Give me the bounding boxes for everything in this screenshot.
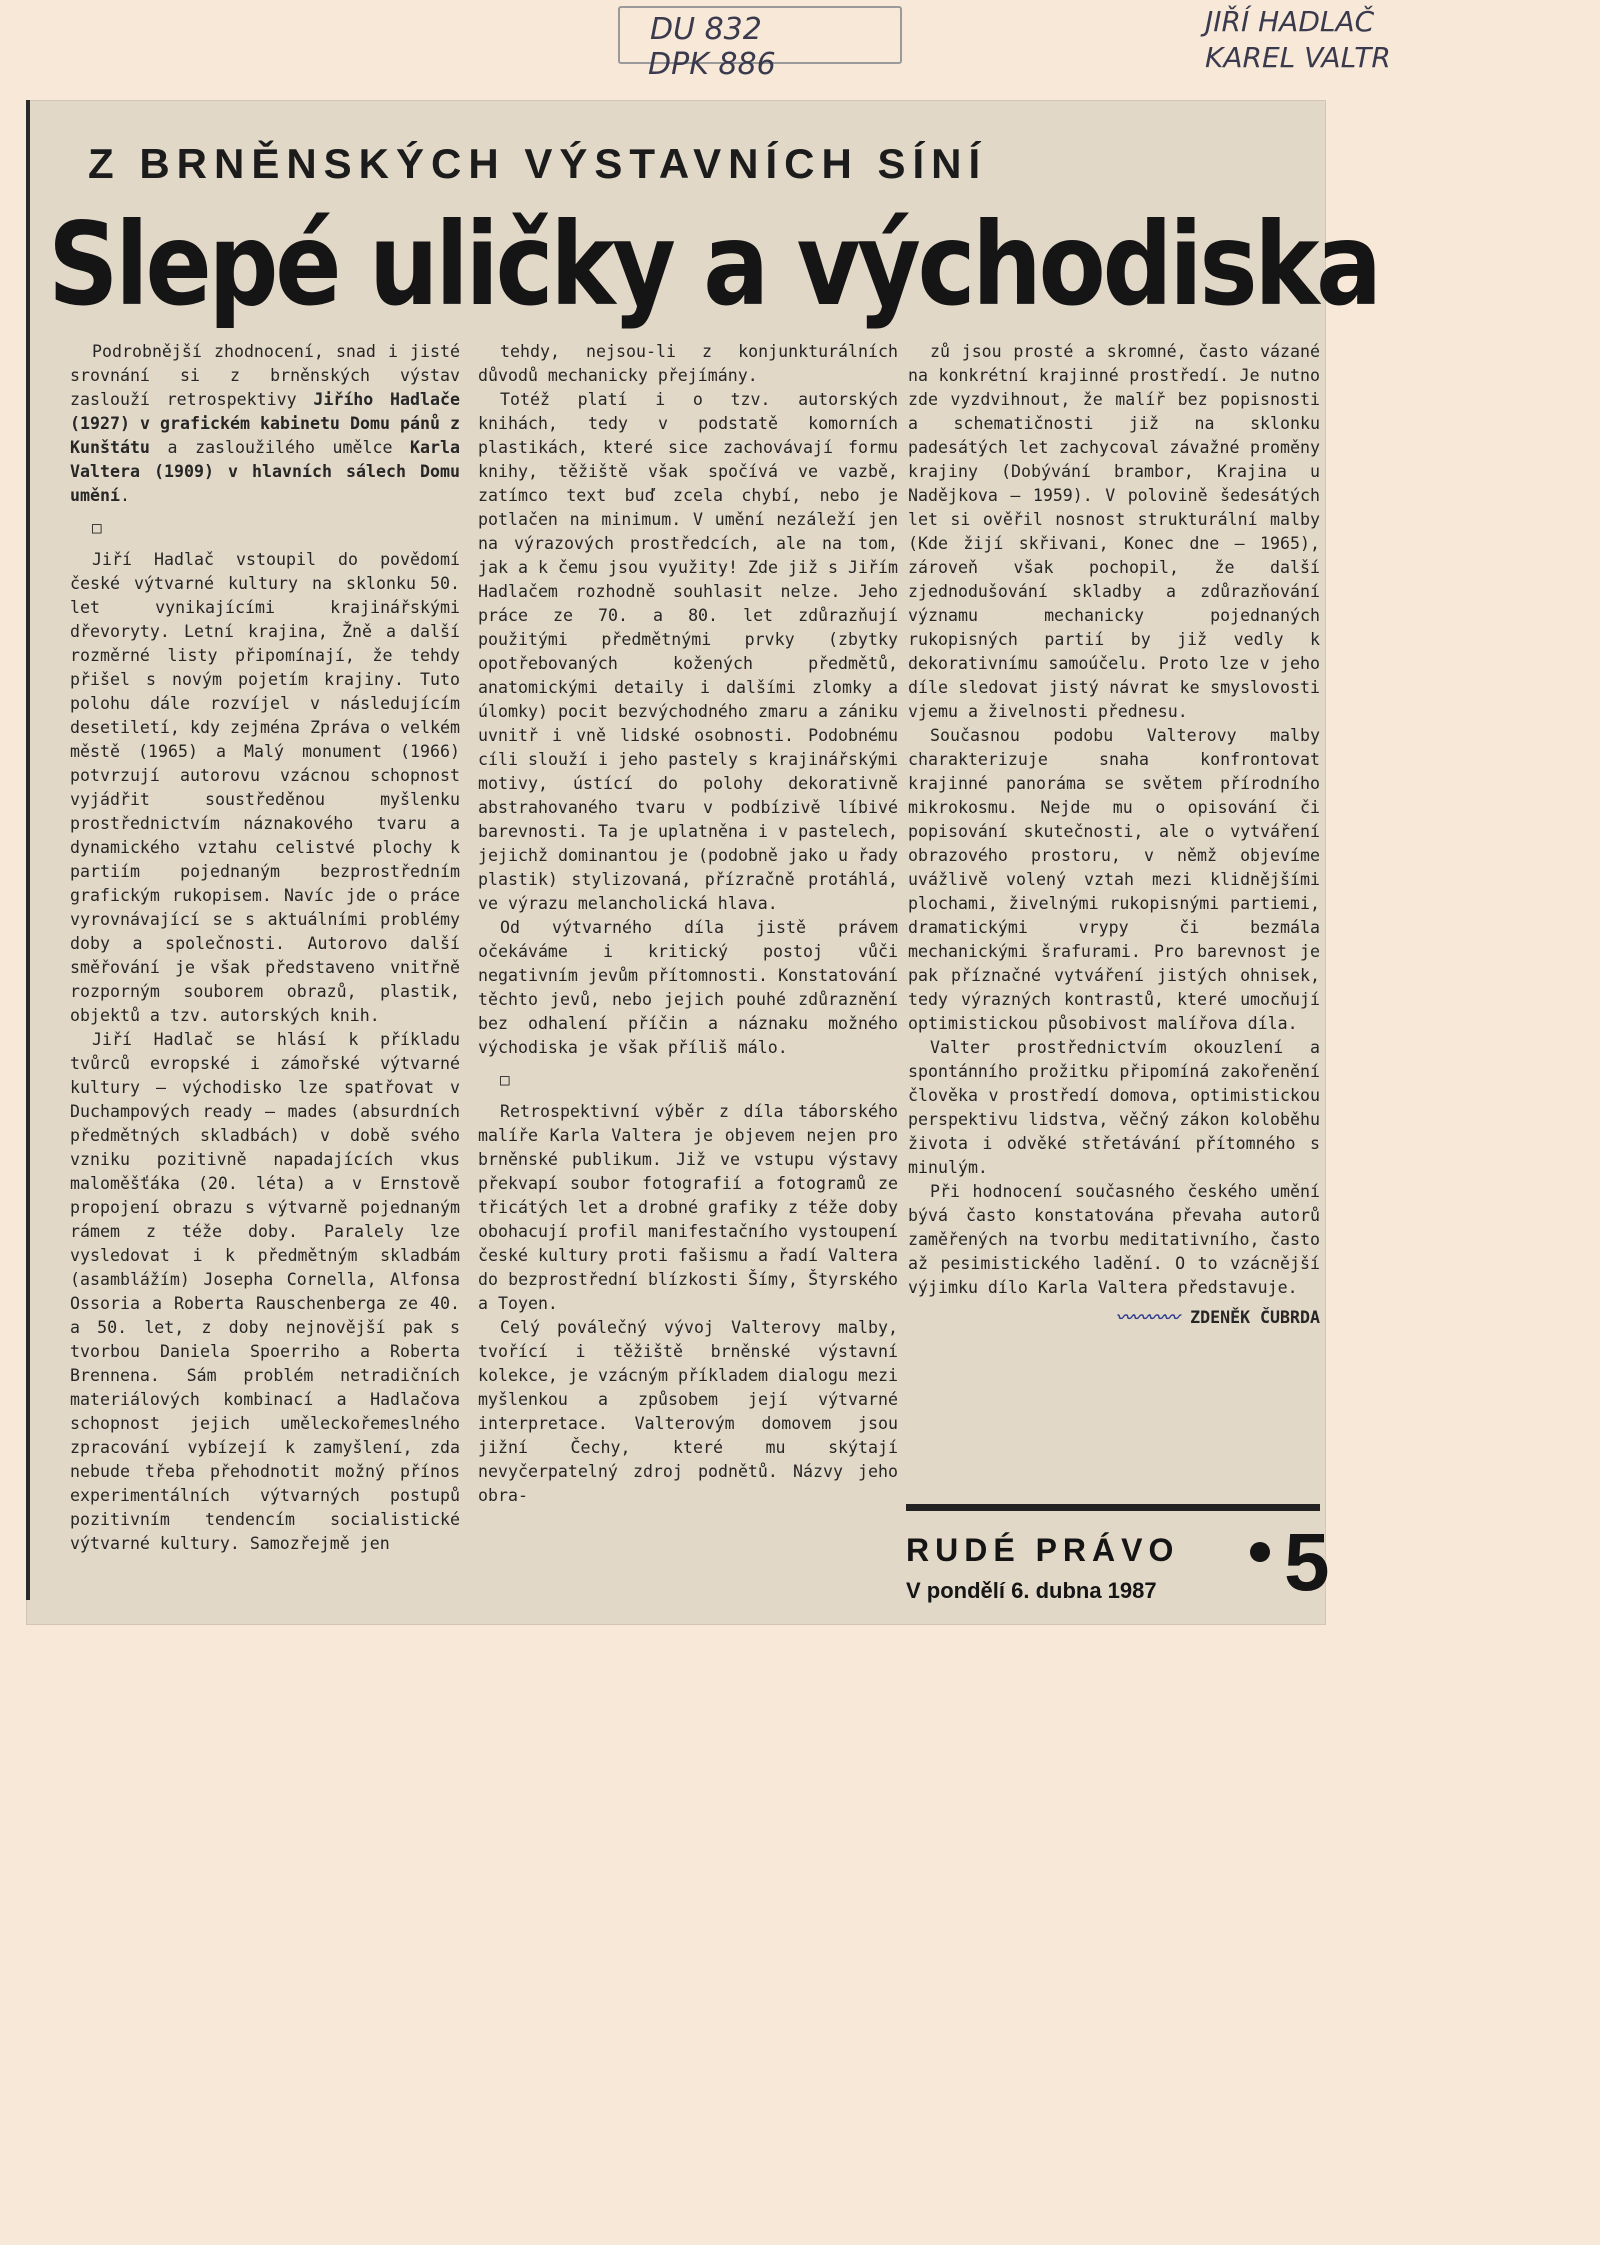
paragraph: Valter prostřednictvím okouzlení a spontánního prožitku připomíná zakořenění člověka v prostředí domova, optimistickou perspektivu lidstva, věčný zákon koloběhu života i odvěké střetávání přítomného s minulým. bbox=[908, 1038, 1320, 1177]
newspaper-name: RUDÉ PRÁVO bbox=[906, 1532, 1180, 1568]
paragraph: Při hodnocení současného českého umění bývá často konstatována převaha autorů zaměřených na tvorbu meditativního, často až pesimistického ladění. O to vzácnější výjimku dílo Karla Valtera představuje. bbox=[908, 1182, 1320, 1297]
paragraph: Jiří Hadlač se hlásí k příkladu tvůrců evropské i zámořské výtvarné kultury — východisko lze spatřovat v Duchampových ready — mades (absurdních předmětných skladbách) v době svého vzniku pozitivně napadajících vkus maloměšťáka (20. léta) a v Ernstově propojení obrazu s výtvarně pojednaným rámem z téže doby. Paralely lze vysledovat i k předmětným skladbám (asamblážím) Josepha Cornella, Alfonsa Ossoria a Roberta Rauschenberga ze 40. a 50. let, z doby nejnovější pak s tvorbou Daniela Spoerriho a Roberta Brennena. Sám problém netradičních materiálových kombinací a Hadlačova schopnost jejich uměleckořemeslného zpracování vybízejí k zamyšlení, zda nebude třeba přehodnotit možný přínos experimentálních výtvarných postupů pozitivním tendencím socialistické výtvarné kultury. Samozřejmě jen bbox=[70, 1030, 460, 1553]
author-name: ZDENĚK ČUBRDA bbox=[1190, 1308, 1320, 1327]
stamp-line-2: DPK 886 bbox=[648, 47, 776, 82]
section-kicker: Z BRNĚNSKÝCH VÝSTAVNÍCH SÍNÍ bbox=[88, 140, 988, 187]
article-column-3 bbox=[908, 340, 1320, 1330]
section-separator: □ bbox=[500, 1070, 510, 1089]
author-signature bbox=[908, 1306, 1320, 1330]
issue-date: V pondělí 6. dubna 1987 bbox=[906, 1578, 1157, 1603]
lead-paragraph: Podrobnější zhodnocení, snad i jisté srovnání si z brněnských výstav zaslouží retrospektivy Jiřího Hadlače (1927) v grafickém kabinetu Domu pánů z Kunštátu a zasloužilého umělce Karla Valtera (1909) v hlavních sálech Domu umění. bbox=[70, 342, 460, 505]
section-separator: □ bbox=[92, 518, 102, 537]
paragraph: Současnou podobu Valterovy malby charakterizuje snaha konfrontovat krajinné panoráma se světem přírodního mikrokosmu. Nejde mu o opisování či popisování skutečnosti, ale o vytváření obrazového prostoru, v němž objevíme uvážlivě volený vztah mezi klidnějšími plochami, živelnými rukopisnými partiemi, dramatickými vrypy či bezmála mechanickými šrafurami. Pro barevnost je pak příznačné vytváření jistých ohnisek, tedy výrazných kontrastů, které umocňují optimistickou působivost malířova díla. bbox=[908, 726, 1320, 1033]
newspaper-clipping bbox=[26, 100, 1379, 1625]
bullet-dot bbox=[1250, 1542, 1270, 1562]
paragraph: Retrospektivní výběr z díla táborského malíře Karla Valtera je objevem nejen pro brněnské publikum. Již ve vstupu výstavy překvapí soubor fotografií a fotogramů ze třicátých let a drobné grafiky z téže doby obohacují profil manifestačního vystoupení české kultury proti fašismu a řadí Valtera do bezprostřední blízkosti Šímy, Štyrského a Toyen. bbox=[478, 1102, 898, 1313]
masthead-rule bbox=[906, 1504, 1320, 1511]
left-column-rule bbox=[26, 100, 30, 1600]
article-column-1 bbox=[70, 340, 460, 1556]
page-number: 5 bbox=[1284, 1517, 1330, 1608]
handwritten-names: JIŘÍ HADLAČ KAREL VALTR bbox=[1205, 5, 1391, 74]
paragraph: Celý poválečný vývoj Valterovy malby, tvořící i těžiště brněnské výstavní kolekce, je vzácným příkladem dialogu mezi myšlenkou a způsobem její výtvarné interpretace. Valterovým domovem jsou jižní Čechy, které mu skýtají nevyčerpatelný zdroj podnětů. Názvy jeho obra- bbox=[478, 1318, 898, 1505]
stamp-line-1: DU 832 bbox=[650, 12, 762, 47]
ink-scribble: 〰〰〰〰 bbox=[1115, 1308, 1179, 1327]
paragraph: Jiří Hadlač vstoupil do povědomí české výtvarné kultury na sklonku 50. let vynikajícími krajinářskými dřevoryty. Letní krajina, Žně a další rozměrné listy připomínají, že tehdy přišel s novým pojetím krajiny. Tuto polohu dále rozvíjel v následujícím desetiletí, kdy zejména Zpráva o velkém městě (1965) a Malý monument (1966) potvrzují autorovu vzácnou schopnost vyjádřit soustředěnou myšlenku prostřednictvím náznakového tvaru a dynamického vztahu celistvé plochy k partiím pojednaným bezprostředním grafickým rukopisem. Navíc jde o práce vyrovnávající se s aktuálními problémy doby a společnosti. Autorovo další směřování je však představeno vnitřně rozporným souborem obrazů, plastik, objektů a tzv. autorských knih. bbox=[70, 550, 460, 1025]
paragraph: Od výtvarného díla jistě právem očekáváme i kritický postoj vůči negativním jevům přítomnosti. Konstatování těchto jevů, nebo jejich pouhé zdůraznění bez odhalení příčin a náznaku možného východiska je však příliš málo. bbox=[478, 918, 898, 1057]
paragraph: Totéž platí i o tzv. autorských knihách, tedy v podstatě komorních plastikách, které sice zachovávají formu knihy, těžiště však spočívá ve vazbě, zatímco text buď zcela chybí, nebo je potlačen na minimum. V umění nezáleží jen na výrazových prostředcích, ale na tom, jak a k čemu jsou využity! Zde již s Jiřím Hadlačem rozhodně souhlasit nelze. Jeho práce ze 70. a 80. let zdůrazňují použitými předmětnými prvky (zbytky opotřebovaných kožených předmětů, anatomickými detaily i dalšími zlomky a úlomky) pocit bezvýchodného zmaru a zániku uvnitř i vně lidské osobnosti. Podobnému cíli slouží i jeho pastely s krajinářskými motivy, ústící do polohy dekorativně abstrahovaného tvaru v podbízivě líbivé barevnosti. Ta je uplatněna i v pastelech, jejichž dominantou je (podobně jako u řady plastik) stylizovaná, přízračně protáhlá, ve výrazu melancholická hlava. bbox=[478, 390, 898, 913]
paragraph: tehdy, nejsou-li z konjunkturálních důvodů mechanicky přejímány. bbox=[478, 342, 898, 385]
headline: Slepé uličky a východiska bbox=[48, 198, 1379, 331]
article-column-2 bbox=[478, 340, 898, 1508]
paragraph: zů jsou prosté a skromné, často vázané na konkrétní krajinné prostředí. Je nutno zde vyzdvihnout, že malíř bez popisnosti a schematičnosti již na sklonku padesátých let zachycoval závažné proměny krajiny (Dobývání brambor, Krajina u Nadějkova — 1959). V polovině šedesátých let si ověřil nosnost strukturální malby (Kde žijí skřivani, Konec dne — 1965), zároveň však pochopil, že další zjednodušování skladby a zdůrazňování významu mechanicky pojednaných rukopisných partií by již vedly k dekorativnímu samoúčelu. Proto lze v jeho díle sledovat jistý návrat ke smyslovosti vjemu a živelnosti přednesu. bbox=[908, 342, 1320, 721]
